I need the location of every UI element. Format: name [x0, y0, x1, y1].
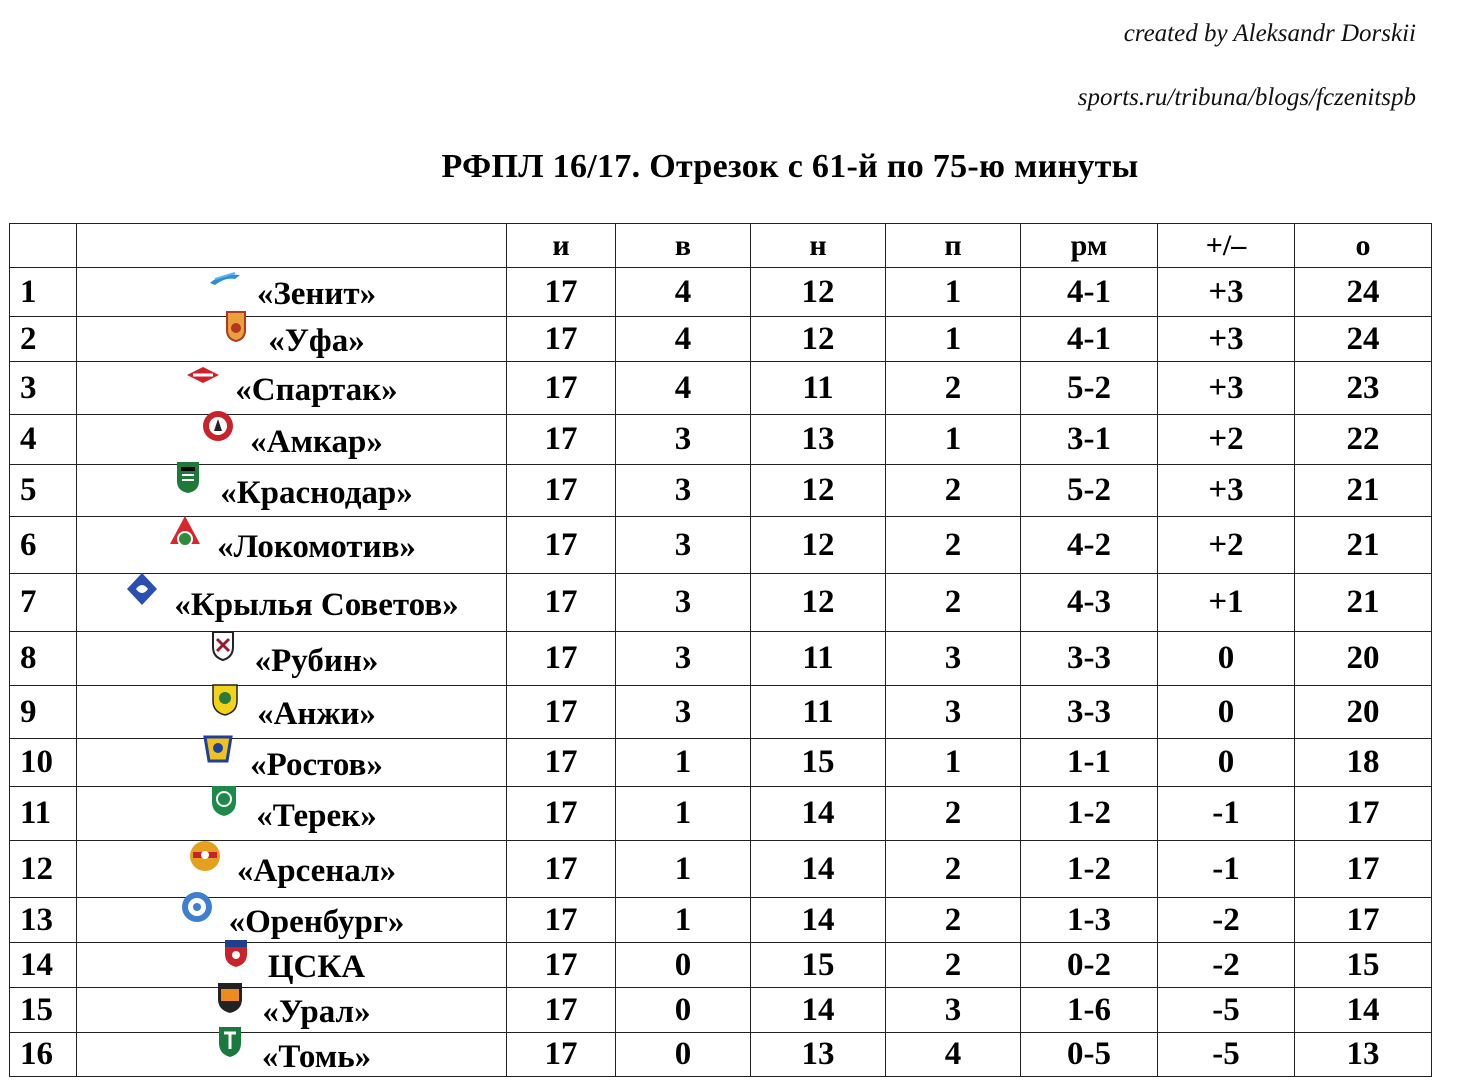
cell-goal-diff: +2 — [1158, 415, 1295, 465]
cell-goal-diff: -1 — [1158, 841, 1295, 898]
cell-rank: 6 — [10, 517, 77, 574]
table-row — [10, 415, 1432, 465]
terek-logo-icon — [206, 782, 242, 818]
cell-wins: 3 — [616, 574, 751, 632]
cell-wins: 1 — [616, 787, 751, 841]
cell-losses: 4 — [886, 1033, 1021, 1077]
cell-points: 20 — [1295, 632, 1432, 686]
header-points: о — [1295, 224, 1432, 268]
cska-logo-icon — [218, 934, 254, 970]
cell-wins: 1 — [616, 739, 751, 787]
krasnodar-logo-icon — [170, 459, 206, 495]
header-team — [77, 224, 507, 268]
team-name: «Зенит» — [256, 276, 377, 312]
cell-goals: 5-2 — [1021, 465, 1158, 517]
cell-points: 21 — [1295, 574, 1432, 632]
team-name: «Анжи» — [257, 696, 376, 732]
cell-team — [77, 841, 507, 898]
cell-team — [77, 362, 507, 415]
table-row — [10, 465, 1432, 517]
table-row — [10, 841, 1432, 898]
team-name: «Краснодар» — [220, 474, 413, 511]
cell-losses: 3 — [886, 686, 1021, 739]
cell-goals: 1-2 — [1021, 787, 1158, 841]
cell-draws: 12 — [751, 574, 886, 632]
cell-goal-diff: -5 — [1158, 988, 1295, 1033]
cell-goals: 1-2 — [1021, 841, 1158, 898]
team-name: «Локомотив» — [217, 529, 416, 565]
anzhi-logo-icon — [207, 681, 243, 717]
cell-team — [77, 415, 507, 465]
cell-team — [77, 787, 507, 841]
table-row — [10, 787, 1432, 841]
cell-goals: 4-3 — [1021, 574, 1158, 632]
cell-wins: 3 — [616, 465, 751, 517]
cell-games: 17 — [507, 686, 616, 739]
cell-games: 17 — [507, 988, 616, 1033]
cell-draws: 14 — [751, 898, 886, 943]
header-games: и — [507, 224, 616, 268]
cell-losses: 2 — [886, 787, 1021, 841]
orenburg-logo-icon — [179, 889, 215, 925]
cell-draws: 13 — [751, 415, 886, 465]
cell-goals: 1-3 — [1021, 898, 1158, 943]
cell-games: 17 — [507, 841, 616, 898]
cell-losses: 2 — [886, 841, 1021, 898]
lokomotiv-logo-icon — [167, 514, 203, 550]
team-name: «Рубин» — [254, 642, 379, 679]
cell-rank: 7 — [10, 574, 77, 632]
cell-team — [77, 465, 507, 517]
cell-wins: 3 — [616, 686, 751, 739]
cell-games: 17 — [507, 943, 616, 988]
team-name: «Уфа» — [268, 323, 365, 359]
cell-draws: 11 — [751, 686, 886, 739]
team-name: ЦСКА — [267, 949, 366, 985]
cell-games: 17 — [507, 574, 616, 632]
cell-goals: 3-3 — [1021, 632, 1158, 686]
team-name: «Спартак» — [235, 372, 398, 408]
cell-goals: 1-6 — [1021, 988, 1158, 1033]
header-goals: рм — [1021, 224, 1158, 268]
zenit-logo-icon — [207, 261, 243, 297]
cell-wins: 0 — [616, 1033, 751, 1077]
cell-draws: 14 — [751, 841, 886, 898]
cell-goal-diff: 0 — [1158, 686, 1295, 739]
cell-rank: 14 — [10, 943, 77, 988]
cell-rank: 3 — [10, 362, 77, 415]
team-name: «Томь» — [261, 1038, 372, 1075]
cell-rank: 13 — [10, 898, 77, 943]
cell-games: 17 — [507, 739, 616, 787]
cell-rank: 5 — [10, 465, 77, 517]
cell-points: 17 — [1295, 841, 1432, 898]
cell-rank: 2 — [10, 317, 77, 362]
team-name: «Ростов» — [250, 746, 383, 783]
cell-losses: 2 — [886, 943, 1021, 988]
cell-rank: 9 — [10, 686, 77, 739]
cell-losses: 3 — [886, 632, 1021, 686]
cell-goals: 3-3 — [1021, 686, 1158, 739]
cell-team — [77, 317, 507, 362]
cell-goals: 0-5 — [1021, 1033, 1158, 1077]
cell-losses: 2 — [886, 362, 1021, 415]
cell-rank: 16 — [10, 1033, 77, 1077]
table-row — [10, 574, 1432, 632]
team-name: «Амкар» — [250, 423, 383, 460]
cell-goal-diff: -1 — [1158, 787, 1295, 841]
cell-games: 17 — [507, 268, 616, 317]
cell-wins: 4 — [616, 362, 751, 415]
cell-goal-diff: +3 — [1158, 465, 1295, 517]
cell-points: 13 — [1295, 1033, 1432, 1077]
cell-games: 17 — [507, 317, 616, 362]
cell-points: 23 — [1295, 362, 1432, 415]
cell-games: 17 — [507, 787, 616, 841]
cell-draws: 14 — [751, 988, 886, 1033]
cell-draws: 11 — [751, 362, 886, 415]
table-row — [10, 517, 1432, 574]
table-row — [10, 739, 1432, 787]
cell-losses: 1 — [886, 415, 1021, 465]
credit-author: created by Aleksandr Dorskii — [1123, 20, 1416, 47]
cell-wins: 3 — [616, 632, 751, 686]
cell-wins: 1 — [616, 841, 751, 898]
cell-points: 18 — [1295, 739, 1432, 787]
cell-points: 22 — [1295, 415, 1432, 465]
cell-goals: 5-2 — [1021, 362, 1158, 415]
cell-goals: 4-1 — [1021, 317, 1158, 362]
cell-draws: 14 — [751, 787, 886, 841]
team-name: «Урал» — [262, 994, 371, 1030]
spartak-logo-icon — [185, 357, 221, 393]
cell-goal-diff: +3 — [1158, 317, 1295, 362]
cell-wins: 4 — [616, 268, 751, 317]
amkar-logo-icon — [200, 408, 236, 444]
cell-games: 17 — [507, 632, 616, 686]
cell-losses: 2 — [886, 574, 1021, 632]
cell-points: 15 — [1295, 943, 1432, 988]
cell-draws: 12 — [751, 317, 886, 362]
cell-rank: 11 — [10, 787, 77, 841]
cell-points: 24 — [1295, 268, 1432, 317]
cell-points: 20 — [1295, 686, 1432, 739]
cell-draws: 12 — [751, 465, 886, 517]
cell-points: 24 — [1295, 317, 1432, 362]
cell-team — [77, 943, 507, 988]
table-row — [10, 1033, 1432, 1077]
cell-goal-diff: +2 — [1158, 517, 1295, 574]
cell-team — [77, 268, 507, 317]
cell-points: 21 — [1295, 465, 1432, 517]
cell-losses: 2 — [886, 517, 1021, 574]
cell-draws: 12 — [751, 268, 886, 317]
cell-team — [77, 632, 507, 686]
cell-games: 17 — [507, 415, 616, 465]
cell-games: 17 — [507, 898, 616, 943]
cell-points: 14 — [1295, 988, 1432, 1033]
krylya-sovetov-logo-icon — [124, 571, 160, 607]
cell-goals: 0-2 — [1021, 943, 1158, 988]
cell-wins: 0 — [616, 988, 751, 1033]
arsenal-logo-icon — [187, 838, 223, 874]
cell-draws: 13 — [751, 1033, 886, 1077]
cell-goals: 3-1 — [1021, 415, 1158, 465]
cell-team — [77, 988, 507, 1033]
cell-team — [77, 1033, 507, 1077]
cell-rank: 1 — [10, 268, 77, 317]
cell-losses: 1 — [886, 268, 1021, 317]
cell-games: 17 — [507, 362, 616, 415]
cell-wins: 0 — [616, 943, 751, 988]
cell-goal-diff: 0 — [1158, 632, 1295, 686]
cell-games: 17 — [507, 1033, 616, 1077]
cell-games: 17 — [507, 465, 616, 517]
cell-team — [77, 898, 507, 943]
cell-goals: 4-2 — [1021, 517, 1158, 574]
standings-table — [9, 223, 1432, 1077]
cell-points: 21 — [1295, 517, 1432, 574]
cell-rank: 15 — [10, 988, 77, 1033]
cell-goal-diff: +1 — [1158, 574, 1295, 632]
cell-goal-diff: +3 — [1158, 362, 1295, 415]
ural-logo-icon — [212, 979, 248, 1015]
cell-goal-diff: -5 — [1158, 1033, 1295, 1077]
header-rank — [10, 224, 77, 268]
cell-rank: 8 — [10, 632, 77, 686]
header-wins: в — [616, 224, 751, 268]
team-name: «Крылья Советов» — [174, 586, 459, 623]
cell-goals: 1-1 — [1021, 739, 1158, 787]
table-row — [10, 317, 1432, 362]
tom-logo-icon — [212, 1023, 248, 1059]
cell-rank: 10 — [10, 739, 77, 787]
cell-wins: 4 — [616, 317, 751, 362]
cell-team — [77, 686, 507, 739]
cell-draws: 15 — [751, 943, 886, 988]
cell-goal-diff: +3 — [1158, 268, 1295, 317]
cell-draws: 11 — [751, 632, 886, 686]
table-title: РФПЛ 16/17. Отрезок с 61-й по 75-ю минуты — [441, 148, 1139, 185]
credit-source: sports.ru/tribuna/blogs/fczenitspb — [1077, 84, 1416, 111]
cell-team — [77, 574, 507, 632]
cell-draws: 12 — [751, 517, 886, 574]
cell-rank: 4 — [10, 415, 77, 465]
team-name: «Оренбург» — [228, 904, 405, 940]
table-row — [10, 362, 1432, 415]
cell-losses: 1 — [886, 739, 1021, 787]
cell-team — [77, 739, 507, 787]
rostov-logo-icon — [200, 731, 236, 767]
cell-goal-diff: -2 — [1158, 943, 1295, 988]
cell-losses: 2 — [886, 465, 1021, 517]
team-name: «Арсенал» — [236, 853, 397, 889]
cell-points: 17 — [1295, 787, 1432, 841]
cell-goal-diff: -2 — [1158, 898, 1295, 943]
cell-goals: 4-1 — [1021, 268, 1158, 317]
cell-team — [77, 517, 507, 574]
cell-wins: 1 — [616, 898, 751, 943]
table-row — [10, 632, 1432, 686]
header-goal-diff: +/– — [1158, 224, 1295, 268]
cell-draws: 15 — [751, 739, 886, 787]
cell-goal-diff: 0 — [1158, 739, 1295, 787]
cell-losses: 3 — [886, 988, 1021, 1033]
cell-wins: 3 — [616, 517, 751, 574]
header-losses: п — [886, 224, 1021, 268]
cell-rank: 12 — [10, 841, 77, 898]
team-name: «Терек» — [256, 797, 377, 834]
cell-games: 17 — [507, 517, 616, 574]
cell-wins: 3 — [616, 415, 751, 465]
rubin-logo-icon — [205, 627, 241, 663]
cell-points: 17 — [1295, 898, 1432, 943]
cell-losses: 1 — [886, 317, 1021, 362]
ufa-logo-icon — [218, 308, 254, 344]
header-draws: н — [751, 224, 886, 268]
cell-losses: 2 — [886, 898, 1021, 943]
